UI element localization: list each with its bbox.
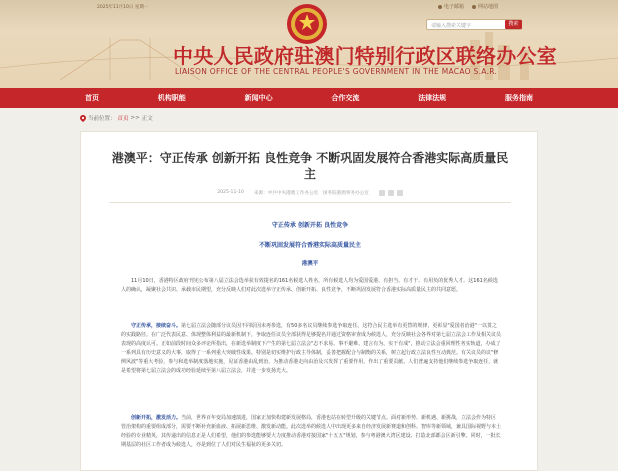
nav-item-functions[interactable]: 机构职能 [157, 94, 186, 102]
site-title-cn: 中央人民政府驻澳门特别行政区联络办公室 [173, 44, 557, 68]
share-icons [379, 190, 403, 196]
email-link[interactable]: 电子邮箱 [438, 3, 464, 10]
article-headline: 港澳平：守正传承 创新开拓 良性竞争 不断巩固发展符合香港实际高质量民主 [111, 151, 509, 181]
breadcrumb-current: 正文 [141, 116, 153, 122]
print-icon[interactable] [397, 190, 403, 196]
breadcrumb-sep: >> [130, 115, 140, 121]
article-subtitle-1: 守正传承 创新开拓 良性竞争 [271, 222, 349, 229]
share-weibo-icon[interactable] [379, 190, 385, 196]
main-nav [0, 88, 618, 108]
site-title-en: LIAISON OFFICE OF THE CENTRAL PEOPLE'S GOVERNMENT IN THE MACAO S.A.R. [175, 67, 498, 76]
sitemap-icon [472, 5, 476, 9]
article-subtitle-2: 不断巩固发展符合香港实际高质量民主 [258, 242, 361, 249]
article-paragraph-2: 守正传承，接续奋斗。第七届立法会随部分议员因不同原因未再参选，有50多名议员继续参选争取连任。这符合民主选举有更替的规律，更彰显"爱国者治港"一以贯之的实践路径。在广泛代表民意、体现整体利益的最新机制下，争取连任议员全部获得足够提名并通过资格审查成为候选人，充分反映社会各界对第七届立法会工作及相关议员表现的高度认可。正如前段时间众多评论所指出，在新选举制度下产生的第七届立法会"志不求易、事不避难、建言有为、实干有成"，推动立法会重回理性务实轨道，办成了一系列具有历史意义的大事，取得了一系列重大突破性成果。特别是切实维护行政主导体制，妥善把握配合与制衡的关系，树立起行政立法良性互动典范。有关议员的议"修例风波"等重大考验，参与和选举制度落地实施，见证香港由乱到治、为推动香港走向由治及兴发挥了重要作用，作出了重要贡献。人们普遍支持他们继续参选争取连任，就是希望将第七届立法会的成功经验延续至第八届立法会，并进一步发扬光大。 [121, 323, 502, 374]
article-author: 港澳平 [301, 261, 319, 267]
article-date: 2025-11-10 [217, 190, 244, 195]
article-card [80, 131, 538, 471]
article-source: 来源：中共中央港澳工作办公室 国务院港澳事务办公室 [253, 191, 369, 196]
email-icon [438, 5, 442, 9]
nav-item-cooperation[interactable]: 合作交流 [331, 94, 360, 102]
nav-item-services[interactable]: 服务指南 [504, 94, 533, 102]
search-input[interactable]: 请输入搜索关键字 [426, 19, 522, 30]
location-pin-icon [80, 115, 86, 122]
nav-item-news[interactable]: 新闻中心 [244, 94, 273, 102]
header-date: 2025年11月10日 星期一 [97, 5, 149, 10]
site-header [0, 0, 618, 88]
nav-item-home[interactable]: 首页 [85, 94, 99, 102]
breadcrumb [80, 114, 153, 122]
article-paragraph-3: 创新开拓，激发活力。当前，世界百年变局加速演进，国家正加快构建新发展格局，香港也站在转型升级的关键节点。面对新形势、新机遇、新挑战，立法会作为特区管治架构的重要组成部分，需要不断补充新血液、拓展新思维、激发新动能。此次选举的候选人中出现更多来自经济发展新赛道和创科、智库等新领域，兼具国际视野与本土经验的专业精英，其传递出的信息正是人们希望，他们的参选能够要大力度推动香港对接国家"十五五"规划，参与粤港澳大湾区建设、打造北部都会区新引擎。同时，一批长期基层的社区工作者成为候选人，亦是到位了人们对民生福祉的更多关切。 [121, 415, 502, 448]
sitemap-link[interactable]: 网站地图 [472, 3, 498, 10]
search-button[interactable]: 搜索 [505, 20, 522, 29]
nav-item-law[interactable]: 法律法规 [418, 94, 447, 102]
breadcrumb-home[interactable]: 首页 [117, 116, 129, 122]
share-wechat-icon[interactable] [388, 190, 394, 196]
paragraph-3-lead: 创新开拓，激发活力。 [131, 415, 182, 421]
top-links [438, 3, 498, 10]
paragraph-2-lead: 守正传承，接续奋斗。 [131, 323, 182, 329]
breadcrumb-prefix: 当前位置： [88, 116, 116, 122]
divider [109, 202, 511, 203]
article-paragraph-1: 11月10日，香港特区政府刊宪公布第八届立法会选举获有效提名的161名候选人姓名，所有候选人均为爱国爱港、有担当、有才干、有用负的优秀人才。这161名候选人的确认，凝聚社会共识、承载市民期望，充分反映人们对此次选举守正传承、创新开拓、良性竞争，不断巩固发展符合香港实际高质量民主的共同意愿。 [121, 278, 498, 293]
article-meta [81, 190, 539, 196]
